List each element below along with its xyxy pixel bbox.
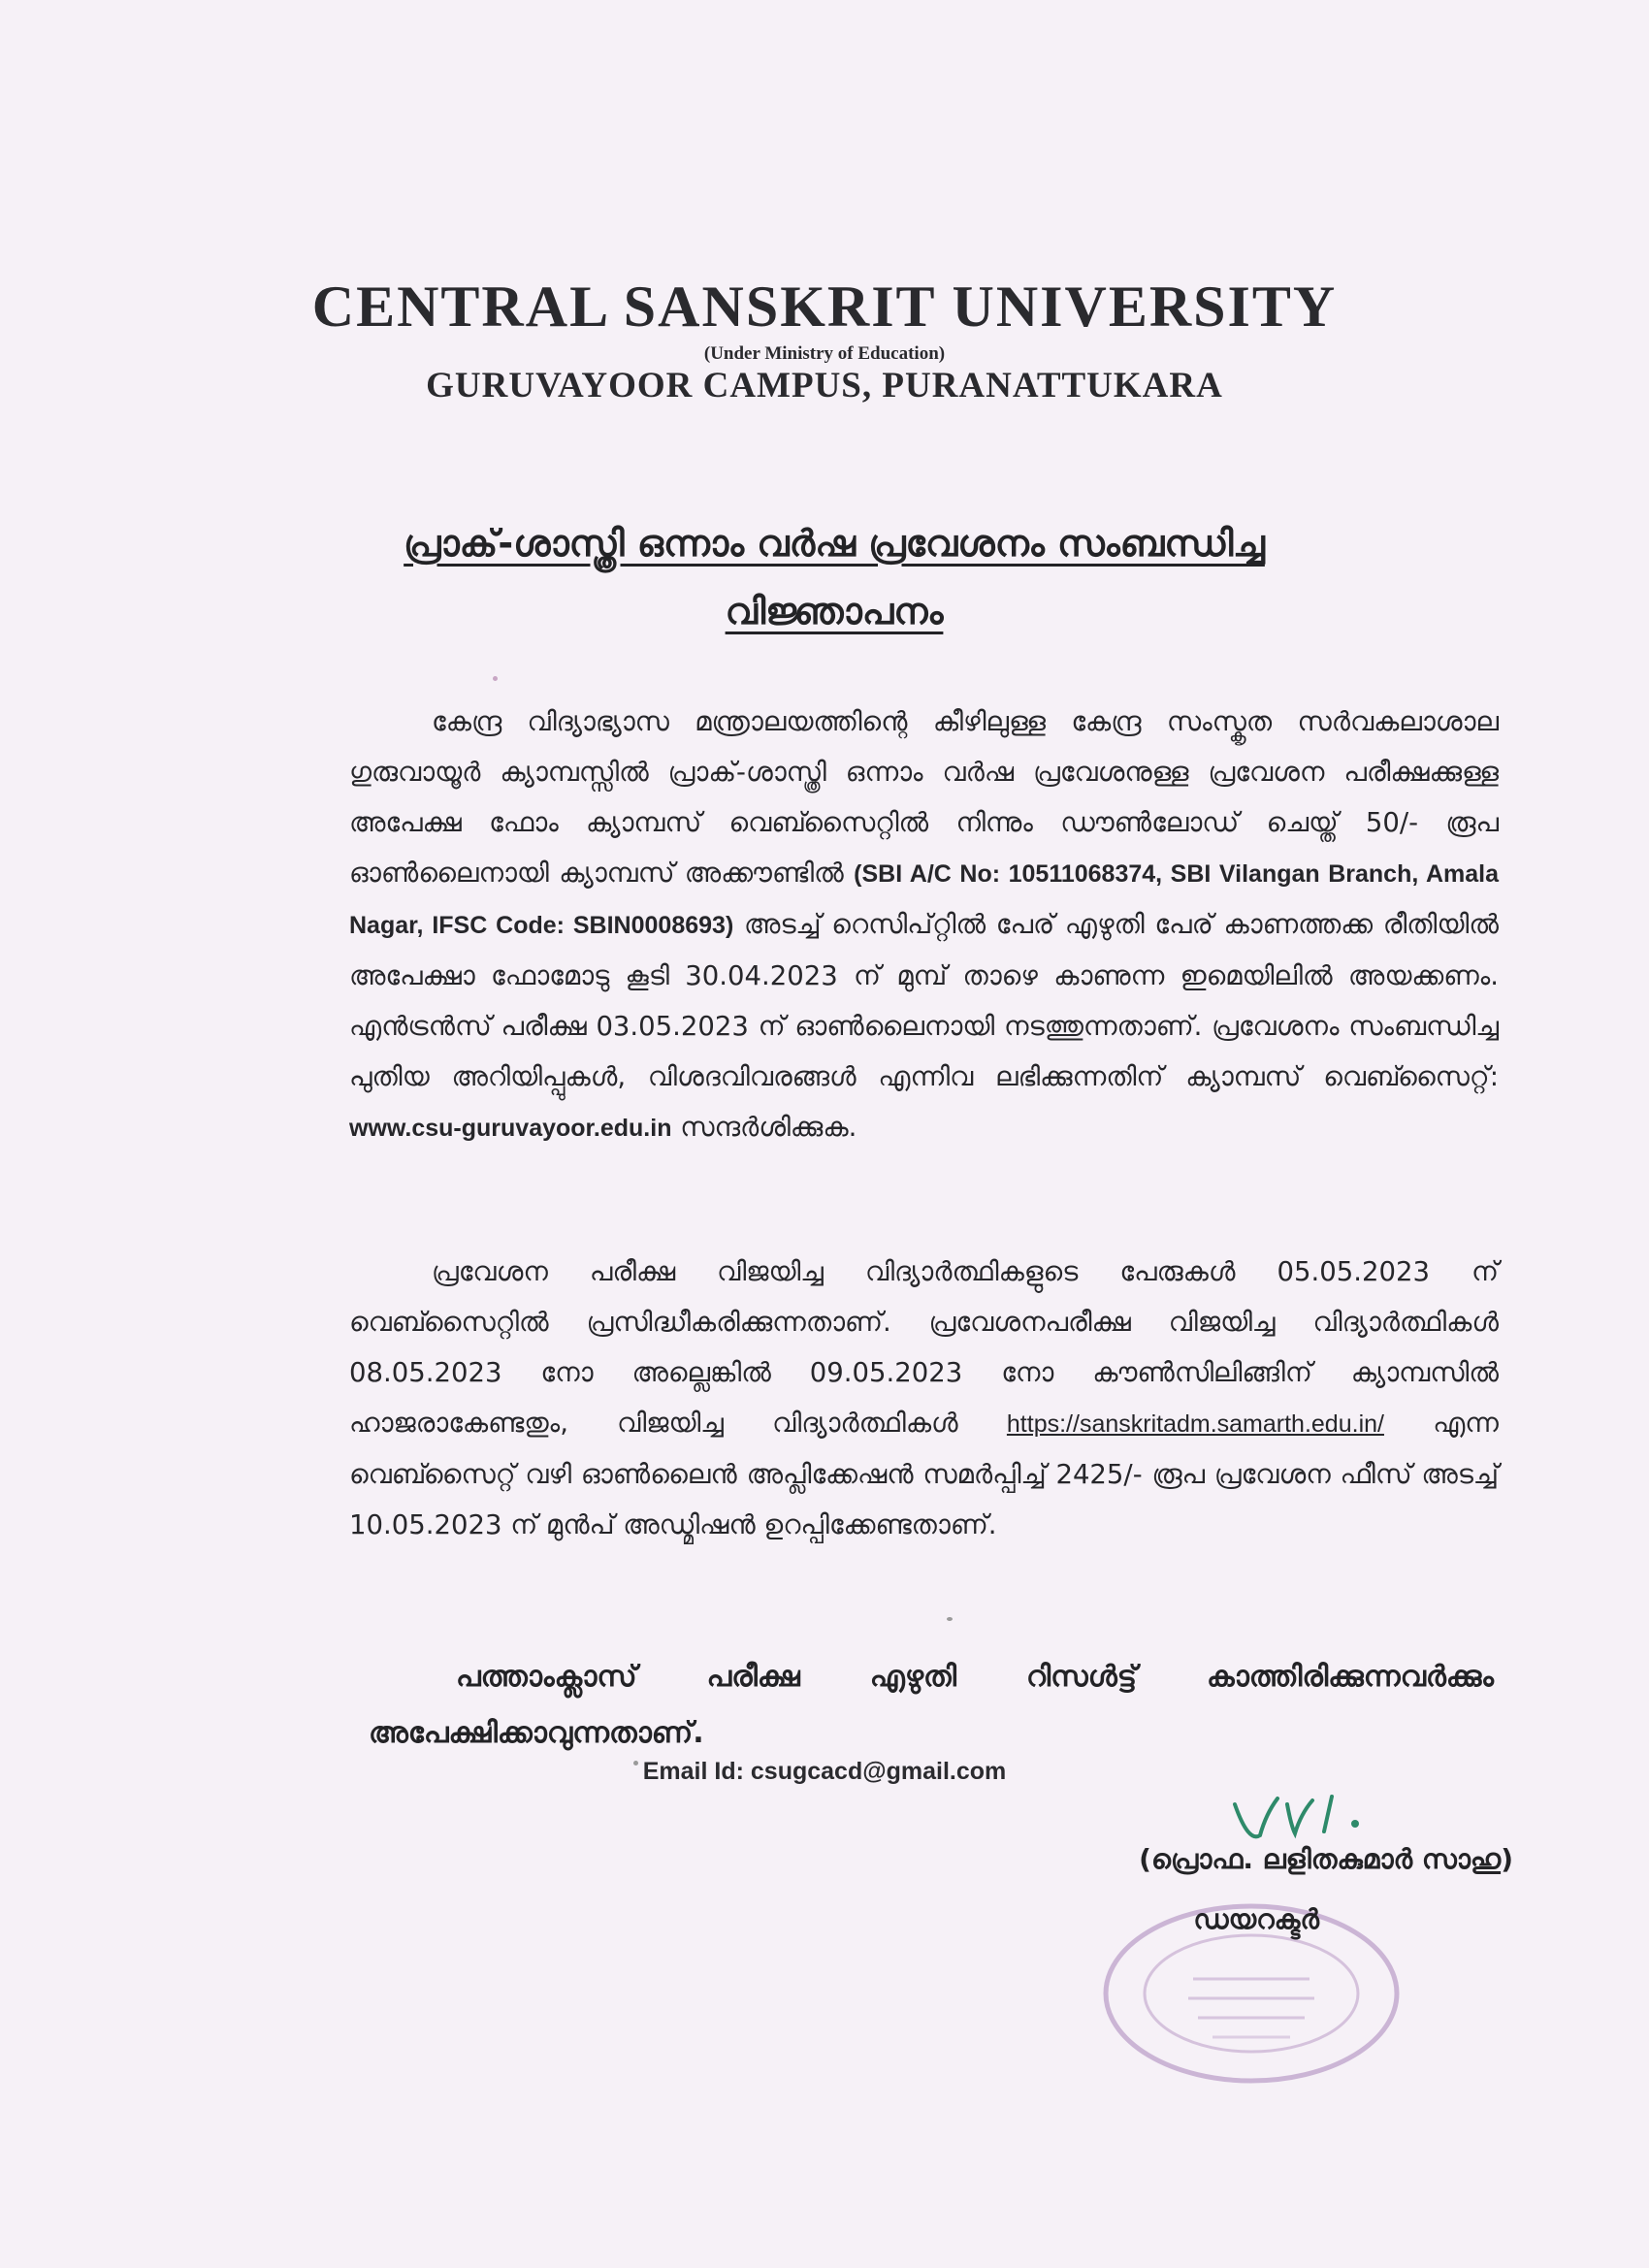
paper-speck bbox=[493, 676, 498, 681]
paper-speck bbox=[947, 1617, 953, 1621]
paragraph-results bbox=[349, 1247, 1499, 1550]
paragraph-text: അടച്ച് റെസിപ്റ്റിൽ പേര് എഴുതി പേര് കാണത്തക്ക രീതിയിൽ അപേക്ഷാ ഫോമോടു കൂടി 30.04.2023 ന് മുമ്പ് താഴെ കാണുന്ന ഇമെയിലിൽ അയക്കണം. എൻട്രൻസ് പരീക്ഷ 03.05.2023 ന് ഓൺലൈനായി നടത്തുന്നതാണ്. പ്രവേശനം സംബന്ധിച്ച പുതിയ അറിയിപ്പുകൾ, വിശദവിവരങ്ങൾ എന്നിവ ലഭിക്കുന്നതിന് ക്യാമ്പസ് വെബ്സൈറ്റ്: bbox=[349, 909, 1499, 1092]
paragraph-text: സന്ദർശിക്കുക. bbox=[671, 1112, 857, 1143]
signatory-designation: ഡയറക്ടർ bbox=[1193, 1903, 1319, 1935]
notice-title bbox=[223, 509, 1445, 645]
university-name: CENTRAL SANSKRIT UNIVERSITY bbox=[311, 275, 1338, 339]
paper-speck bbox=[633, 1761, 638, 1766]
notice-title-line1: പ്രാക്-ശാസ്ത്രി ഒന്നാം വർഷ പ്രവേശനം സംബന്ധിച്ച bbox=[404, 522, 1265, 565]
campus-name: GURUVAYOOR CAMPUS, PURANATTUKARA bbox=[426, 366, 1223, 405]
paragraph-text: എന്ന വെബ്സൈറ്റ് വഴി ഓൺലൈൻ അപ്ലിക്കേഷൻ സമർപ്പിച്ച് 2425/- രൂപ പ്രവേശന ഫീസ് അടച്ച് 10.05.2023 ന് മുൻപ് അഡ്മിഷൻ ഉറപ്പിക്കേണ്ടതാണ്. bbox=[349, 1408, 1499, 1540]
paragraph-text: പ്രവേശന പരീക്ഷ വിജയിച്ച വിദ്യാർത്ഥികളുടെ പേരുകൾ 05.05.2023 ന് വെബ്സൈറ്റിൽ പ്രസിദ്ധീകരിക്കുന്നതാണ്. പ്രവേശനപരീക്ഷ വിജയിച്ച വിദ്യാർത്ഥികൾ 08.05.2023 നോ അല്ലെങ്കിൽ 09.05.2023 നോ കൗൺസിലിങ്ങിന് ക്യാമ്പസിൽ ഹാജരാകേണ്ടതും, വിജയിച്ച വിദ്യാർത്ഥികൾ bbox=[349, 1256, 1499, 1439]
paragraph-text: കേന്ദ്ര വിദ്യാഭ്യാസ മന്ത്രാലയത്തിന്റെ കീഴിലുള്ള കേന്ദ്ര സംസ്കൃത സർവകലാശാല ഗുരുവായൂർ ക്യാമ്പസ്സിൽ പ്രാക്-ശാസ്ത്രി ഒന്നാം വർഷ പ്രവേശനുള്ള പ്രവേശന പരീക്ഷക്കുള്ള അപേക്ഷ ഫോം ക്യാമ്പസ് വെബ്സൈറ്റിൽ നിന്നും ഡൗൺലോഡ് ചെയ്ത് 50/- രൂപ ഓൺലൈനായി ക്യാമ്പസ് അക്കൗണ്ടിൽ bbox=[349, 706, 1499, 889]
paragraph-application bbox=[349, 697, 1499, 1153]
letterhead bbox=[194, 272, 1455, 407]
bank-details: (SBI A/C No: 10511068374, SBI Vilangan Branch, Amala Nagar, IFSC Code: SBIN0008693) bbox=[349, 860, 1499, 939]
ministry-line: (Under Ministry of Education) bbox=[703, 343, 946, 364]
notice-title-line2: വിജ്ഞാപനം bbox=[725, 590, 944, 632]
campus-website-link[interactable]: www.csu-guruvayoor.edu.in bbox=[349, 1115, 672, 1142]
eligibility-note: പത്താംക്ലാസ് പരീക്ഷ എഴുതി റിസൾട്ട് കാത്തിരിക്കുന്നവർക്കും അപേക്ഷിക്കാവുന്നതാണ്. bbox=[369, 1660, 1494, 1750]
samarth-portal-link[interactable]: https://sanskritadm.samarth.edu.in/ bbox=[1006, 1410, 1384, 1438]
signatory-name: (പ്രൊഫ. ലളിതകുമാർ സാഹു) bbox=[1139, 1843, 1513, 1875]
contact-email: Email Id: csugcacd@gmail.com bbox=[642, 1758, 1007, 1785]
